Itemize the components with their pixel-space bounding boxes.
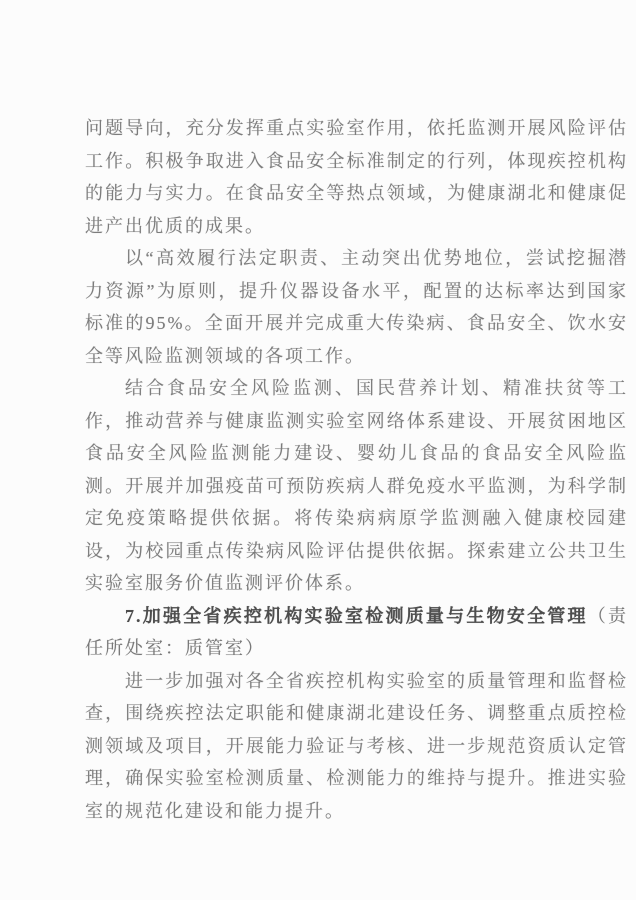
section-heading-7 bbox=[85, 600, 628, 665]
section-heading-responsibility-note: （责任所处室：质管室） bbox=[85, 605, 629, 658]
document-text-block bbox=[85, 112, 628, 827]
paragraph-equipment-principles: 以“高效履行法定职责、主动突出优势地位，尝试挖掘潜力资源”为原则，提升仪器设备水平，配置的达标率达到国家标准的95%。全面开展并完成重大传染病、食品安全、饮水安全等风险监测领域的各项工作。 bbox=[85, 248, 628, 366]
paragraph-quality-management: 进一步加强对各全省疾控机构实验室的质量管理和监督检查，围绕疾控法定职能和健康湖北建设任务、调整重点质控检测领域及项目，开展能力验证与考核、进一步规范资质认定管理，确保实验室检测质量、检测能力的维持与提升。推进实验室的规范化建设和能力提升。 bbox=[85, 670, 628, 821]
paragraph-monitoring-programs: 结合食品安全风险监测、国民营养计划、精准扶贫等工作，推动营养与健康监测实验室网络体系建设、开展贫困地区食品安全风险监测能力建设、婴幼儿食品的食品安全风险监测。开展并加强疫苗可预防疾病人群免疫水平监测，为科学制定免疫策略提供依据。将传染病病原学监测融入健康校园建设，为校园重点传染病风险评估提供依据。探索建立公共卫生实验室服务价值监测评价体系。 bbox=[85, 378, 628, 593]
section-heading-title: 7.加强全省疾控机构实验室检测质量与生物安全管理 bbox=[125, 605, 588, 626]
paragraph-risk-assessment-continuation: 问题导向，充分发挥重点实验室作用，依托监测开展风险评估工作。积极争取进入食品安全标准制定的行列，体现疾控机构的能力与实力。在食品安全等热点领域，为健康湖北和健康促进产出优质的成果。 bbox=[85, 118, 628, 236]
